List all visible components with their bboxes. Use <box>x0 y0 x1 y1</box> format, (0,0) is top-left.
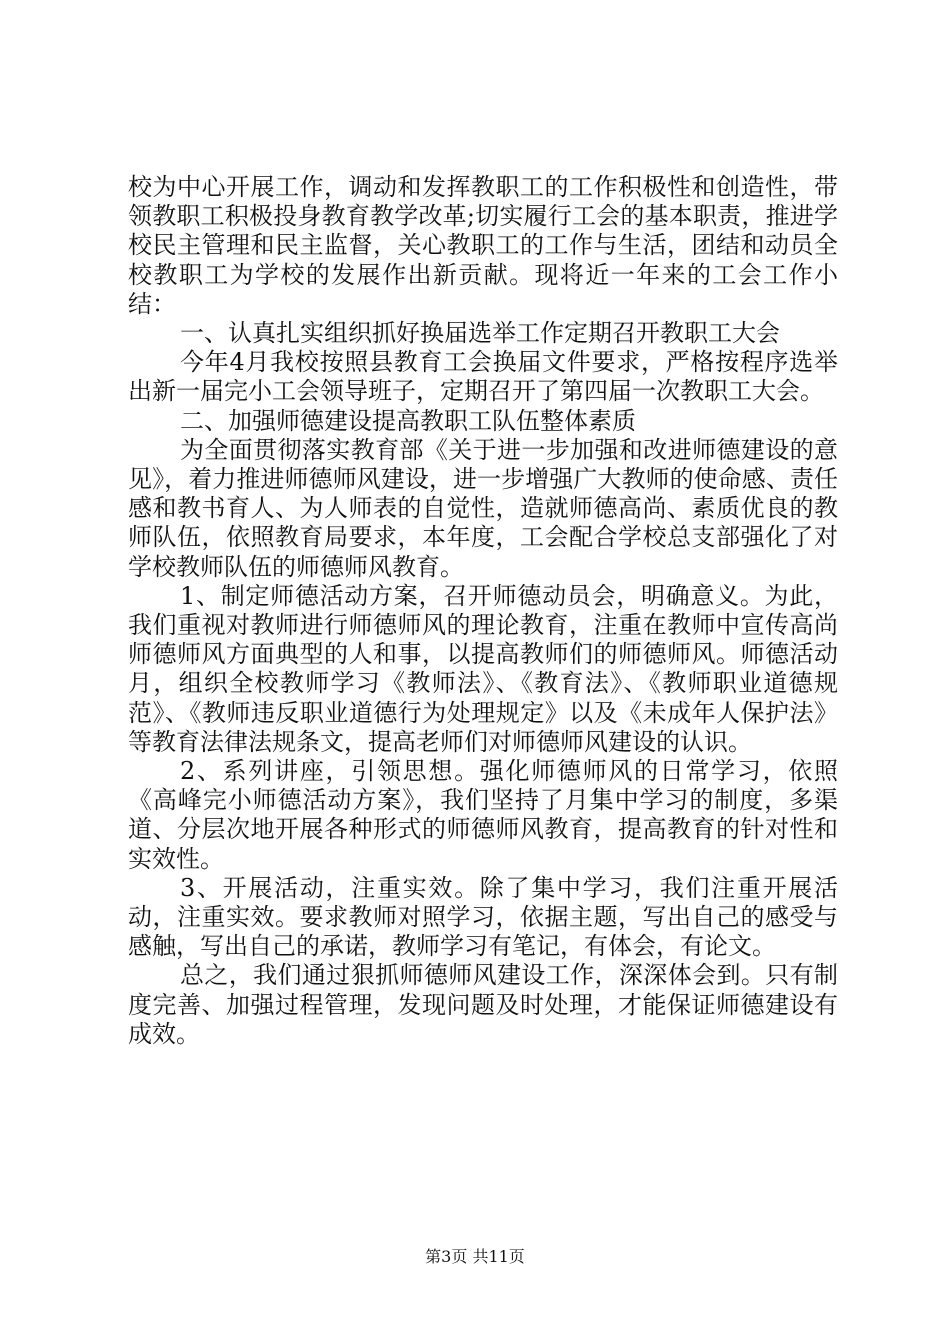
paragraph-summary: 总之，我们通过狠抓师德师风建设工作，深深体会到。只有制度完善、加强过程管理，发现问题及时处理，才能保证师德建设有成效。 <box>128 961 838 1048</box>
paragraph-item-3: 3、开展活动，注重实效。除了集中学习，我们注重开展活动，注重实效。要求教师对照学习，依据主题，写出自己的感受与感触，写出自己的承诺，教师学习有笔记，有体会，有论文。 <box>128 873 838 961</box>
page-number-footer: 第3页 共11页 <box>425 1247 525 1266</box>
section-heading-2: 二、加强师德建设提高教职工队伍整体素质 <box>180 406 636 435</box>
paragraph-ethics-intro: 为全面贯彻落实教育部《关于进一步加强和改进师德建设的意见》，着力推进师德师风建设，进一步增强广大教师的使命感、责任感和教书育人、为人师表的自觉性，造就师德高尚、素质优良的教师队伍，依照教育局要求，本年度，工会配合学校总支部强化了对学校教师队伍的师德师风教育。 <box>128 435 838 581</box>
paragraph-election: 今年4月我校按照县教育工会换届文件要求，严格按程序选举出新一届完小工会领导班子，定期召开了第四届一次教职工大会。 <box>128 348 838 406</box>
section-heading-1: 一、认真扎实组织抓好换届选举工作定期召开教职工大会 <box>180 319 780 348</box>
paragraph-item-1: 1、制定师德活动方案，召开师德动员会，明确意义。为此，我们重视对教师进行师德师风的理论教育，注重在教师中宣传高尚师德师风方面典型的人和事，以提高教师们的师德师风。师德活动月，组织全校教师学习《教师法》、《教育法》、《教师职业道德规范》、《教师违反职业道德行为处理规定》以及《未成年人保护法》等教育法律法规条文，提高老师们对师德师风建设的认识。 <box>128 581 838 756</box>
paragraph-intro: 校为中心开展工作，调动和发挥教职工的工作积极性和创造性，带领教职工积极投身教育教学改革;切实履行工会的基本职责，推进学校民主管理和民主监督，关心教职工的工作与生活，团结和动员全校教职工为学校的发展作出新贡献。现将近一年来的工会工作小结： <box>128 173 838 318</box>
paragraph-item-2: 2、系列讲座，引领思想。强化师德师风的日常学习，依照《高峰完小师德活动方案》，我们坚持了月集中学习的制度，多渠道、分层次地开展各种形式的师德师风教育，提高教育的针对性和实效性。 <box>128 757 838 873</box>
document-body <box>128 173 838 1049</box>
